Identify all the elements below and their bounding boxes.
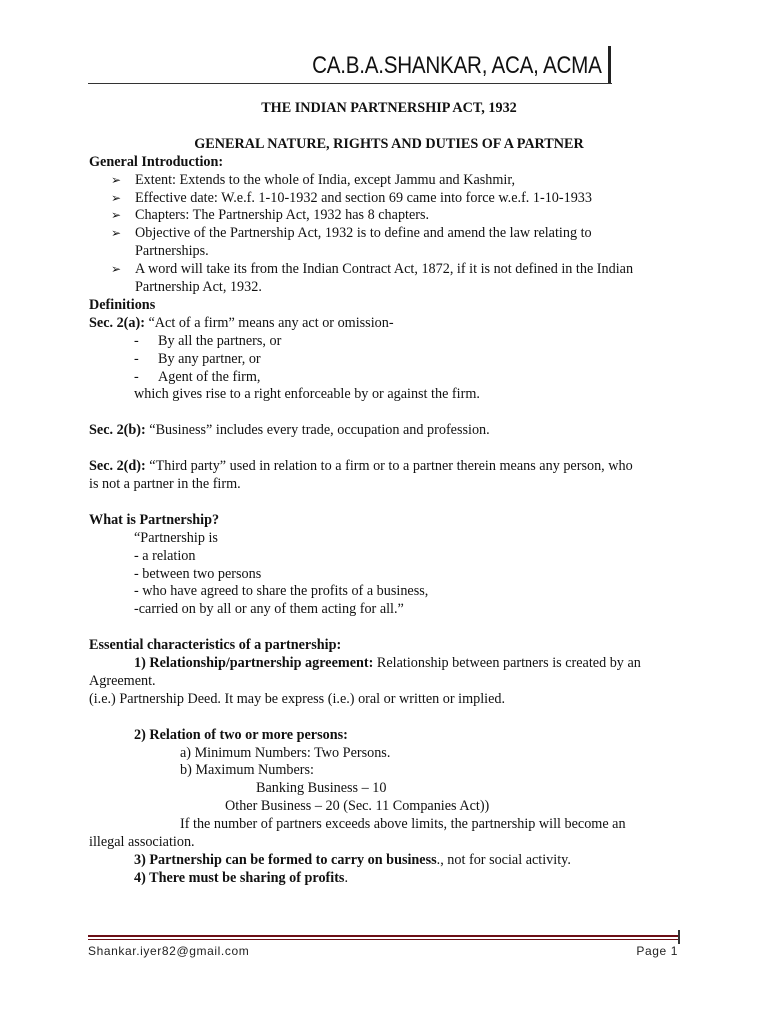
definitions-heading: Definitions <box>89 296 156 313</box>
doc-subtitle: GENERAL NATURE, RIGHTS AND DUTIES OF A PARTNER <box>194 135 584 152</box>
what-line: -carried on by all or any of them acting for all.” <box>134 601 404 618</box>
sec-2a-tail: which gives rise to a right enforceable by or against the firm. <box>134 386 480 403</box>
what-line: - a relation <box>134 547 196 564</box>
essential-4: 4) There must be sharing of profits. <box>134 869 349 886</box>
what-line: - between two persons <box>134 565 262 582</box>
arrow-bullet-icon: ➢ <box>111 262 122 277</box>
intro-bullet: ➢ Extent: Extends to the whole of India, except Jammu and Kashmir, <box>111 171 516 188</box>
list-item: - By any partner, or <box>134 350 261 367</box>
essential-1: 1) Relationship/partnership agreement: Relationship between partners is created by an <box>134 655 641 672</box>
header-author: CA.B.A.SHANKAR, ACA, ACMA <box>312 52 602 79</box>
banking-business: Banking Business – 10 <box>256 780 387 797</box>
other-business: Other Business – 20 (Sec. 11 Companies Act)) <box>225 798 490 815</box>
footer-rule-thin <box>88 939 680 940</box>
footer-email: Shankar.iyer82@gmail.com <box>88 944 250 958</box>
what-line: - who have agreed to share the profits of a business, <box>134 583 429 600</box>
limit-line: If the number of partners exceeds above limits, the partnership will become an <box>180 816 626 833</box>
footer-rule <box>88 935 680 937</box>
sec-2a: Sec. 2(a): “Act of a firm” means any act or omission- <box>89 314 394 331</box>
footer-vertical-bar <box>678 930 680 944</box>
sec-2d-cont: is not a partner in the firm. <box>89 475 241 492</box>
intro-bullet: ➢ A word will take its from the Indian Contract Act, 1872, if it is not defined in the Indian Partnership Act, 1932. <box>111 261 634 296</box>
sec-2d: Sec. 2(d): “Third party” used in relation to a firm or to a partner therein means any person, who <box>89 458 633 475</box>
arrow-bullet-icon: ➢ <box>111 226 122 241</box>
arrow-bullet-icon: ➢ <box>111 208 122 223</box>
sec-2b: Sec. 2(b): “Business” includes every trade, occupation and profession. <box>89 422 490 439</box>
intro-bullet: ➢ Effective date: W.e.f. 1-10-1932 and section 69 came into force w.e.f. 1-10-1933 <box>111 189 592 206</box>
what-heading: What is Partnership? <box>89 511 220 528</box>
what-line: “Partnership is <box>134 529 218 546</box>
doc-title: THE INDIAN PARTNERSHIP ACT, 1932 <box>261 100 517 116</box>
essential-1-cont: (i.e.) Partnership Deed. It may be express (i.e.) oral or written or implied. <box>89 690 506 707</box>
intro-bullet: ➢ Objective of the Partnership Act, 1932 is to define and amend the law relating to Partnerships. <box>111 225 592 260</box>
arrow-bullet-icon: ➢ <box>111 172 122 187</box>
footer-page-number: Page 1 <box>636 944 678 958</box>
header-vertical-bar <box>608 46 611 84</box>
essential-heading: Essential characteristics of a partnership: <box>89 637 342 654</box>
essential-3: 3) Partnership can be formed to carry on business., not for social activity. <box>134 851 571 868</box>
list-item: - Agent of the firm, <box>134 368 261 385</box>
essential-2: 2) Relation of two or more persons: <box>134 726 348 743</box>
intro-bullet: ➢ Chapters: The Partnership Act, 1932 has 8 chapters. <box>111 207 430 224</box>
list-item: - By all the partners, or <box>134 332 282 349</box>
essential-2a: a) Minimum Numbers: Two Persons. <box>180 744 391 761</box>
limit-line-cont: illegal association. <box>89 834 195 851</box>
arrow-bullet-icon: ➢ <box>111 190 122 205</box>
intro-heading: General Introduction: <box>89 153 224 170</box>
document-body <box>89 100 689 888</box>
essential-2b: b) Maximum Numbers: <box>180 762 314 779</box>
essential-1-cont: Agreement. <box>89 672 156 689</box>
header-rule <box>88 83 612 84</box>
